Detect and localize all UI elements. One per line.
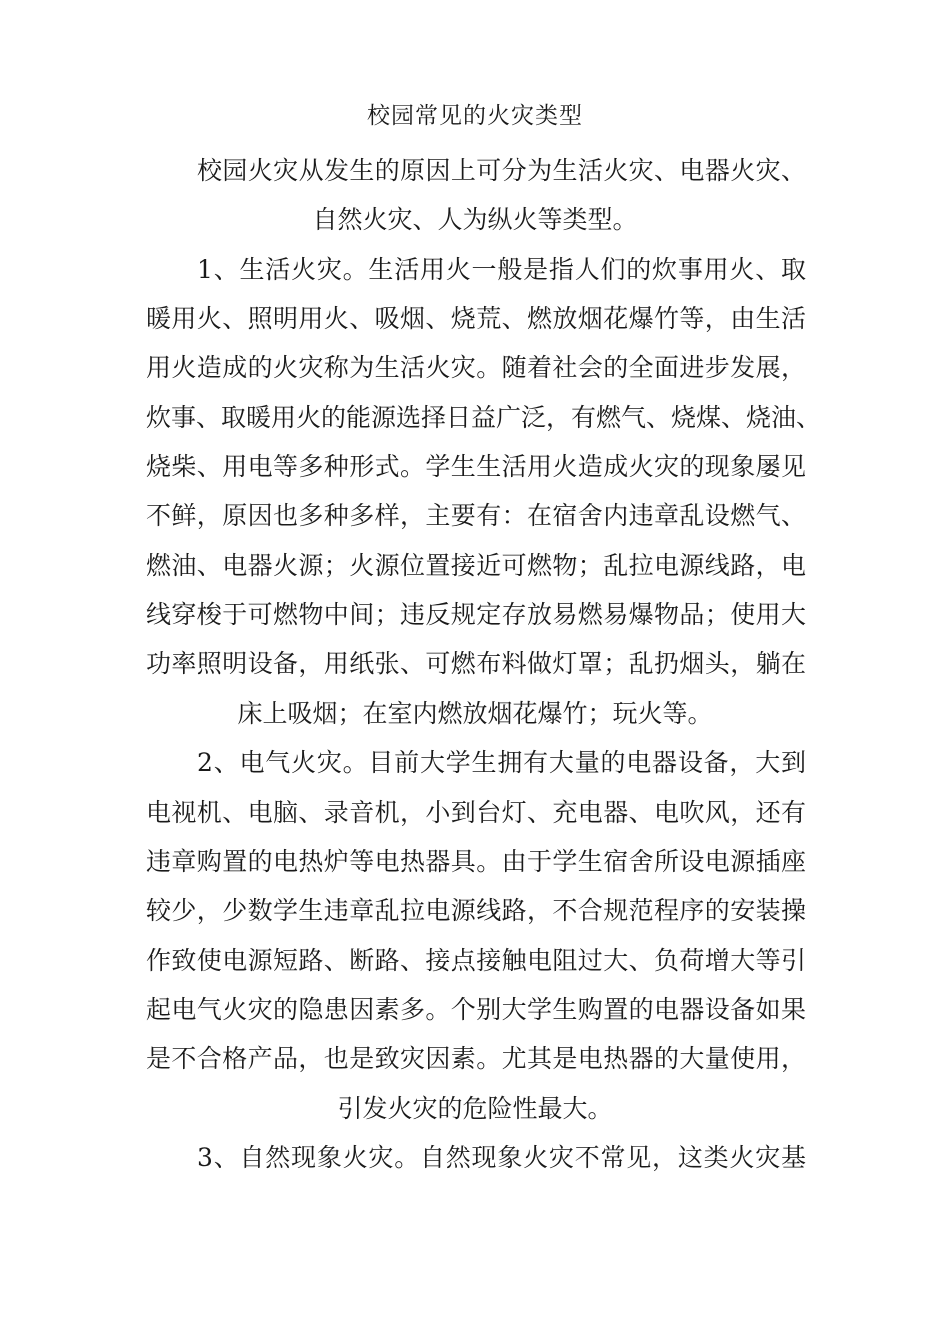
- section-2-line-6: 起电气火灾的隐患因素多。个别大学生购置的电器设备如果: [146, 995, 806, 1024]
- intro-line-2: 自然火灾、人为纵火等类型。: [312, 205, 638, 234]
- intro-line-1: 校园火灾从发生的原因上可分为生活火灾、电器火灾、: [197, 156, 806, 185]
- section-2-line-4: 较少，少数学生违章乱拉电源线路，不合规范程序的安装操: [146, 896, 806, 925]
- section-1-line-6: 不鲜，原因也多种多样，主要有：在宿舍内违章乱设燃气、: [146, 501, 806, 530]
- section-1-line-4: 炊事、取暖用火的能源选择日益广泛，有燃气、烧煤、烧油、: [146, 403, 822, 432]
- section-1-line-2: 暖用火、照明用火、吸烟、烧荒、燃放烟花爆竹等，由生活: [146, 304, 806, 333]
- section-2-line-8: 引发火灾的危险性最大。: [337, 1094, 613, 1123]
- section-3-line-1: 3、自然现象火灾。自然现象火灾不常见，这类火灾基: [197, 1143, 806, 1172]
- section-1-line-8: 线穿梭于可燃物中间；违反规定存放易燃易爆物品；使用大: [146, 600, 806, 629]
- section-1-line-1: 1、生活火灾。生活用火一般是指人们的炊事用火、取: [197, 255, 806, 284]
- section-1-line-9: 功率照明设备，用纸张、可燃布料做灯罩；乱扔烟头，躺在: [146, 649, 806, 678]
- section-2-line-2: 电视机、电脑、录音机，小到台灯、充电器、电吹风，还有: [146, 798, 806, 827]
- section-1-line-10: 床上吸烟；在室内燃放烟花爆竹；玩火等。: [237, 699, 713, 728]
- section-1-line-5: 烧柴、用电等多种形式。学生生活用火造成火灾的现象屡见: [146, 452, 806, 481]
- section-2-line-7: 是不合格产品，也是致灾因素。尤其是电热器的大量使用，: [146, 1044, 806, 1073]
- section-1-line-7: 燃油、电器火源；火源位置接近可燃物；乱拉电源线路，电: [146, 551, 806, 580]
- section-2-line-1: 2、电气火灾。目前大学生拥有大量的电器设备，大到: [197, 748, 806, 777]
- section-2-line-3: 违章购置的电热炉等电热器具。由于学生宿舍所设电源插座: [146, 847, 806, 876]
- document-title: 校园常见的火灾类型: [367, 103, 583, 129]
- section-2-line-5: 作致使电源短路、断路、接点接触电阻过大、负荷增大等引: [146, 946, 806, 975]
- section-1-line-3: 用火造成的火灾称为生活火灾。随着社会的全面进步发展，: [146, 353, 806, 382]
